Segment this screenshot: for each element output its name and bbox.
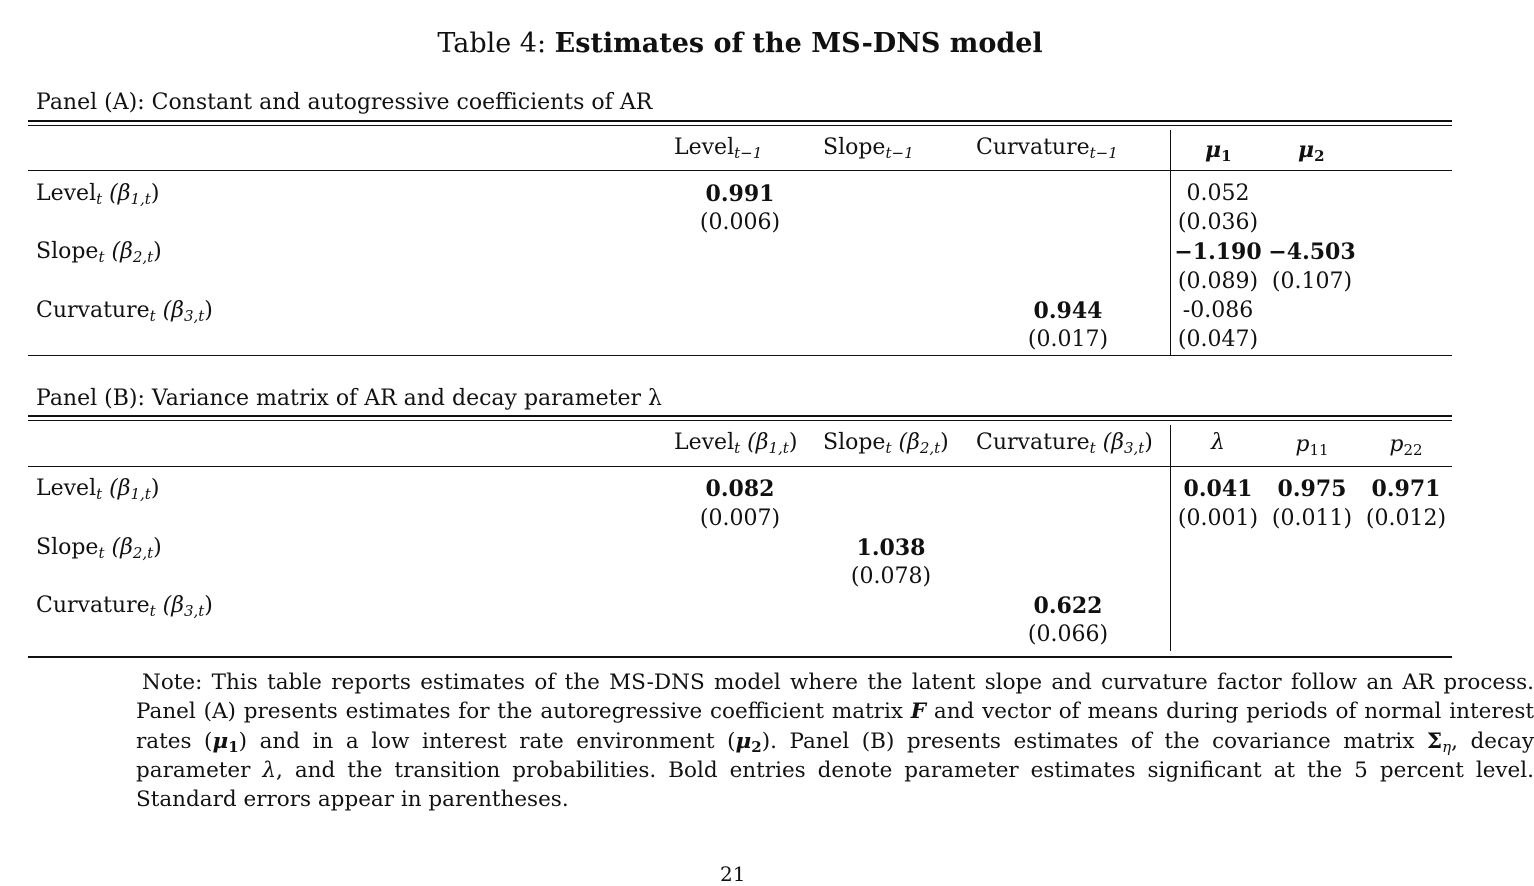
- panel-b-header-curvature: Curvature$_t$ $(\beta_{3,t})$: [976, 430, 1153, 457]
- panel-b-top-rule: [28, 415, 1452, 417]
- panel-a-header-level: Level$_{t-1}$: [674, 135, 763, 162]
- panel-b-p11-se: (0.011): [1271, 506, 1353, 531]
- table-title: [0, 30, 1480, 57]
- panel-b-header-lambda: λ: [1211, 430, 1225, 455]
- panel-b-p11: 0.975: [1277, 476, 1347, 502]
- panel-a-slope-mu2: −4.503: [1268, 239, 1356, 265]
- panel-a-level-mu1-se: (0.036): [1177, 210, 1259, 235]
- panel-a-curv-curv: 0.944: [1033, 298, 1103, 324]
- panel-b-level-level: 0.082: [705, 476, 775, 502]
- panel-b-p22-se: (0.012): [1365, 506, 1447, 531]
- panel-b-header-slope: Slope$_t$ $(\beta_{2,t})$: [823, 430, 949, 457]
- panel-a-header-curvature: Curvature$_{t-1}$: [976, 135, 1118, 162]
- panel-b-level-level-se: (0.007): [699, 506, 781, 531]
- table-title-text: Estimates of the MS-DNS model: [554, 28, 1043, 59]
- panel-a-level-level-se: (0.006): [699, 210, 781, 235]
- panel-a-level-mu1: 0.052: [1186, 181, 1250, 206]
- panel-b-header-p22: $p_{22}$: [1389, 432, 1423, 459]
- panel-a-row-curvature: Curvature$_t$ $(\beta_{3,t})$: [36, 298, 213, 325]
- panel-a-header-mu2: $\mu_2$: [1298, 137, 1325, 165]
- panel-a-curv-mu1: -0.086: [1182, 298, 1254, 323]
- panel-b-lambda-se: (0.001): [1177, 506, 1259, 531]
- panel-b-row-curvature: Curvature$_t$ $(\beta_{3,t})$: [36, 593, 213, 620]
- panel-b-lambda: 0.041: [1183, 476, 1253, 502]
- panel-b-header-p11: $p_{11}$: [1295, 432, 1329, 459]
- panel-b-caption: Panel (B): Variance matrix of AR and decay parameter λ: [36, 386, 662, 411]
- panel-a-divider: [1170, 130, 1171, 355]
- panel-a-slope-mu1: −1.190: [1174, 239, 1262, 265]
- panel-a-caption: Panel (A): Constant and autogressive coefficients of AR: [36, 90, 653, 115]
- panel-b-curv-curv-se: (0.066): [1027, 622, 1109, 647]
- panel-b-header-rule: [28, 466, 1452, 467]
- panel-b-p22: 0.971: [1371, 476, 1441, 502]
- panel-b-curv-curv: 0.622: [1033, 593, 1103, 619]
- panel-a-level-level: 0.991: [705, 181, 775, 207]
- table-label: Table 4:: [437, 28, 547, 59]
- panel-b-slope-slope-se: (0.078): [850, 564, 932, 589]
- panel-b-top-rule-2: [28, 420, 1452, 421]
- panel-a-header-rule: [28, 170, 1452, 171]
- panel-a-slope-mu2-se: (0.107): [1271, 269, 1353, 294]
- panel-a-header-mu1: $\mu_1$: [1205, 137, 1232, 165]
- table-note: Note: This table reports estimates of the MS-DNS model where the latent slope and curvature factor follow an AR process. Panel (A) presents estimates for the autoregressive coefficient matrix F and vector of means during periods of normal interest rates $(\mu_1)$ and in a low interest rate environment $(\mu_2)$. Panel (B) presents estimates of the covariance matrix $\Sigma_\eta$, decay parameter λ, and the transition probabilities. Bold entries denote parameter estimates significant at the 5 percent level. Standard errors appear in parentheses.: [136, 670, 1534, 813]
- panel-a-slope-mu1-se: (0.089): [1177, 269, 1259, 294]
- panel-a-curv-curv-se: (0.017): [1027, 327, 1109, 352]
- panel-b-divider: [1170, 425, 1171, 651]
- panel-b-row-slope: Slope$_t$ $(\beta_{2,t})$: [36, 535, 162, 562]
- panel-b-header-level: Level$_t$ $(\beta_{1,t})$: [674, 430, 798, 457]
- page-number: 21: [720, 862, 746, 886]
- panel-b-bottom-rule: [28, 656, 1452, 658]
- panel-a-bottom-rule: [28, 355, 1452, 356]
- panel-a-top-rule-2: [28, 125, 1452, 126]
- panel-b-row-level: Level$_t$ $(\beta_{1,t})$: [36, 476, 160, 503]
- panel-a-curv-mu1-se: (0.047): [1177, 327, 1259, 352]
- panel-a-top-rule: [28, 120, 1452, 122]
- panel-a-row-slope: Slope$_t$ $(\beta_{2,t})$: [36, 239, 162, 266]
- panel-a-header-slope: Slope$_{t-1}$: [823, 135, 914, 162]
- panel-b-slope-slope: 1.038: [856, 535, 926, 561]
- panel-a-row-level: Level$_t$ $(\beta_{1,t})$: [36, 181, 160, 208]
